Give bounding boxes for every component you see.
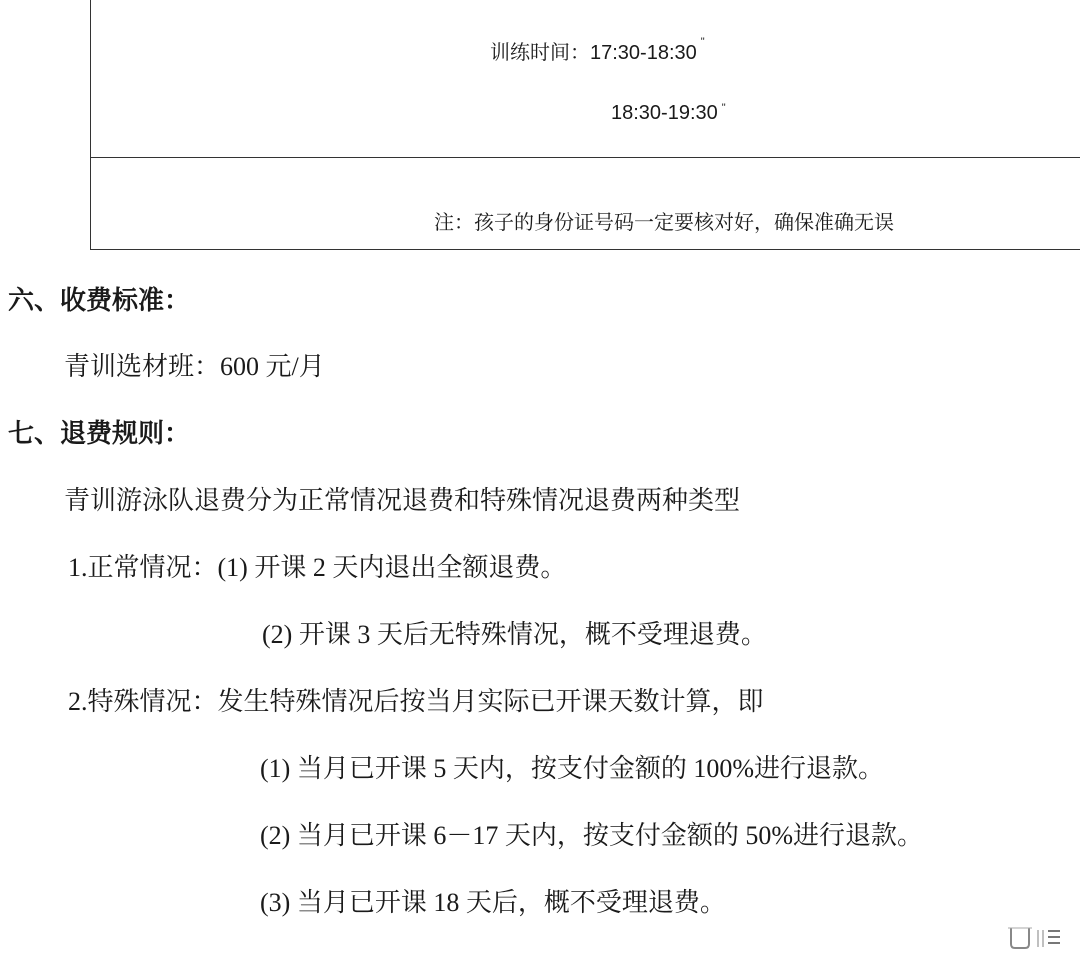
section7-heading: 七、退费规则： [8, 419, 191, 449]
training-time-cell [490, 36, 705, 65]
special-case-1: (1) 当月已开课 5 天内，按支付金额的 100%进行退款。 [260, 754, 884, 783]
menu-lines-icon [1036, 927, 1062, 954]
time-slot-2-cell [611, 102, 726, 125]
fee-line: 青训选材班：600 元/月 [64, 352, 325, 381]
special-case-intro: 2.特殊情况：发生特殊情况后按当月实际已开课天数计算，即 [68, 687, 764, 716]
special-case-3: (3) 当月已开课 18 天后，概不受理退费。 [260, 888, 726, 917]
footer-icons [1008, 927, 1062, 954]
time-slot-1: 17:30-18:30 [590, 42, 697, 64]
trail-mark: " [700, 36, 705, 48]
normal-case-2: (2) 开课 3 天后无特殊情况，概不受理退费。 [262, 620, 767, 649]
special-case-2: (2) 当月已开课 6－17 天内，按支付金额的 50%进行退款。 [260, 821, 923, 850]
table-row-divider [90, 157, 1080, 158]
training-time-label: 训练时间： [490, 42, 590, 64]
table-note: 注：孩子的身份证号码一定要核对好，确保准确无误 [434, 212, 894, 234]
page-corner-icon [1008, 927, 1032, 954]
trail-mark: " [721, 102, 726, 114]
normal-case-1: 1.正常情况：(1) 开课 2 天内退出全额退费。 [68, 553, 567, 582]
refund-intro: 青训游泳队退费分为正常情况退费和特殊情况退费两种类型 [64, 486, 741, 515]
section6-heading: 六、收费标准： [8, 286, 191, 316]
time-slot-2: 18:30-19:30 [611, 102, 718, 124]
